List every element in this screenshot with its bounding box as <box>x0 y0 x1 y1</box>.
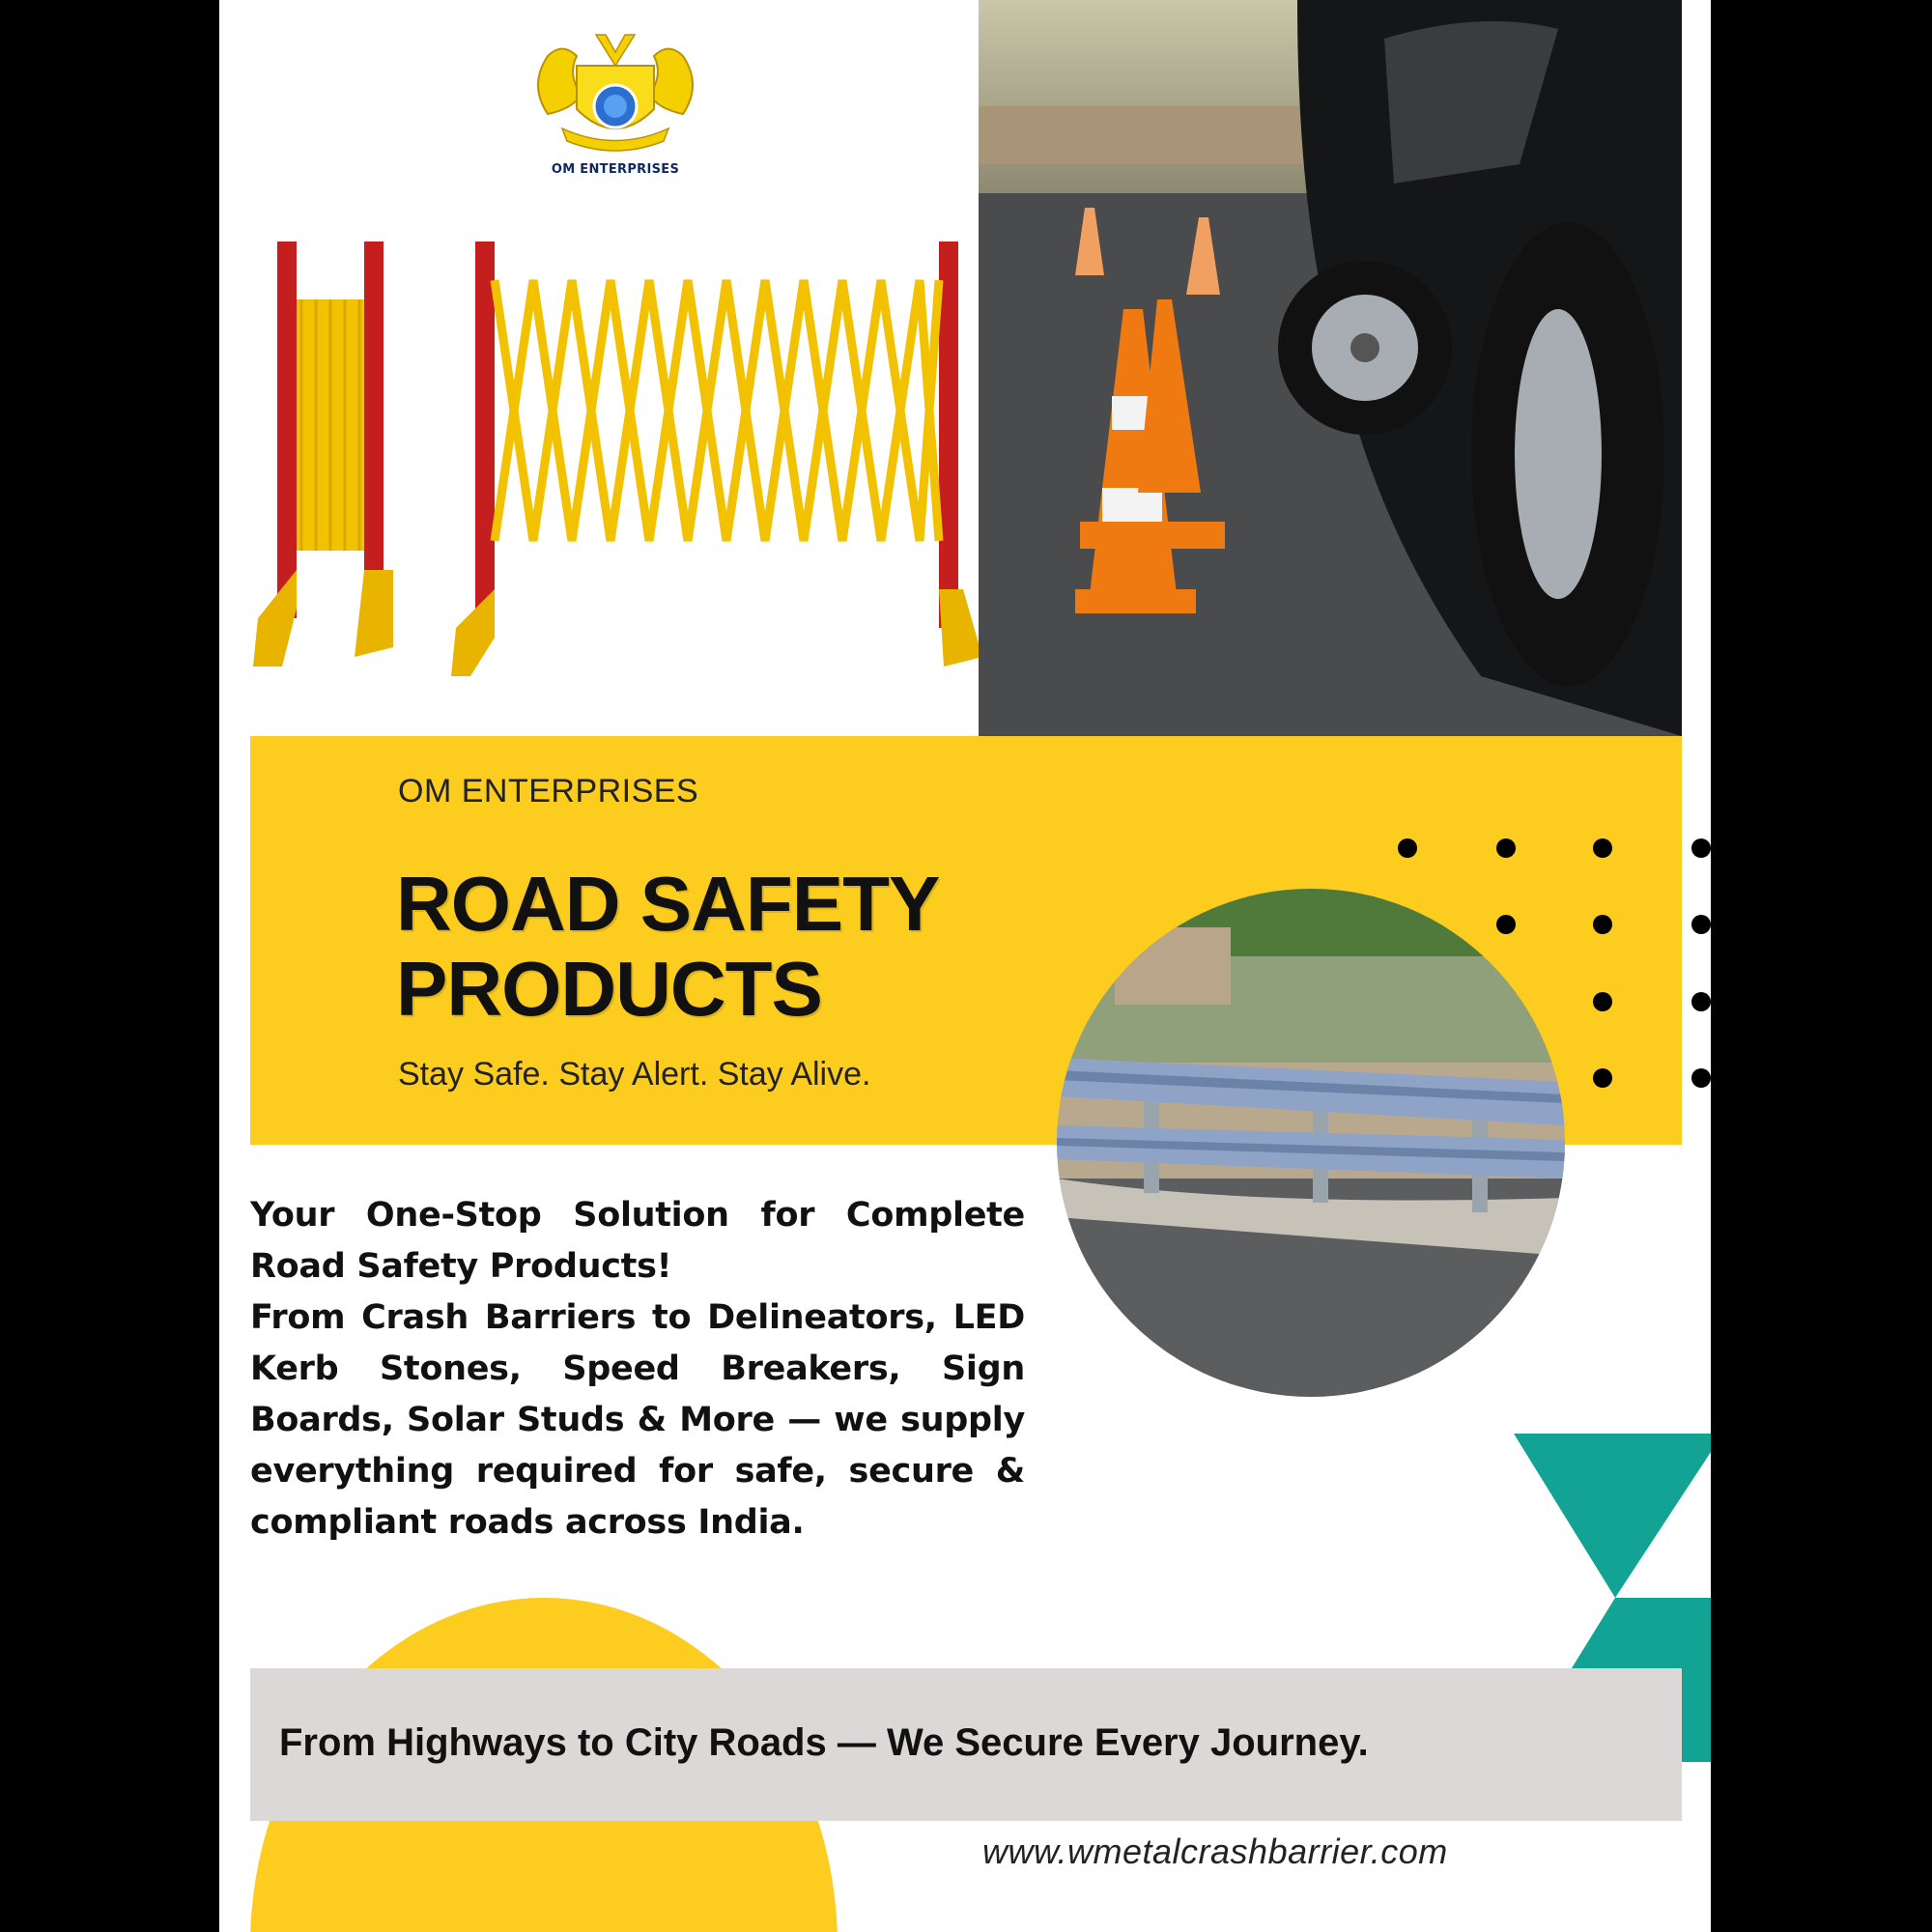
brand-label: OM ENTERPRISES <box>398 773 699 810</box>
tagline: Stay Safe. Stay Alert. Stay Alive. <box>398 1056 871 1093</box>
logo-text: OM ENTERPRISES <box>551 162 680 177</box>
body-copy <box>250 1190 1025 1548</box>
expandable-barrier-image <box>248 222 982 686</box>
footer-slogan: From Highways to City Roads — We Secure Every Journey. <box>279 1721 1369 1764</box>
intro-paragraph: Your One-Stop Solution for Complete Road Safety Products! <box>250 1196 1025 1286</box>
page-title <box>396 862 939 1032</box>
website-link[interactable]: www.wmetalcrashbarrier.com <box>982 1832 1448 1871</box>
products-paragraph: From Crash Barriers to Delineators, LED Kerb Stones, Speed Breakers, Sign Boards, Solar Studs & More — we supply everything required for safe, secure & compliant roads across India. <box>250 1298 1025 1542</box>
title-line-2: PRODUCTS <box>396 946 822 1032</box>
company-logo <box>519 27 712 191</box>
title-line-1: ROAD SAFETY <box>396 861 940 947</box>
crest-icon <box>519 27 712 162</box>
car-with-traffic-cones-image <box>979 0 1682 736</box>
crash-barrier-image <box>1057 889 1565 1397</box>
flyer-page <box>219 0 1711 1932</box>
